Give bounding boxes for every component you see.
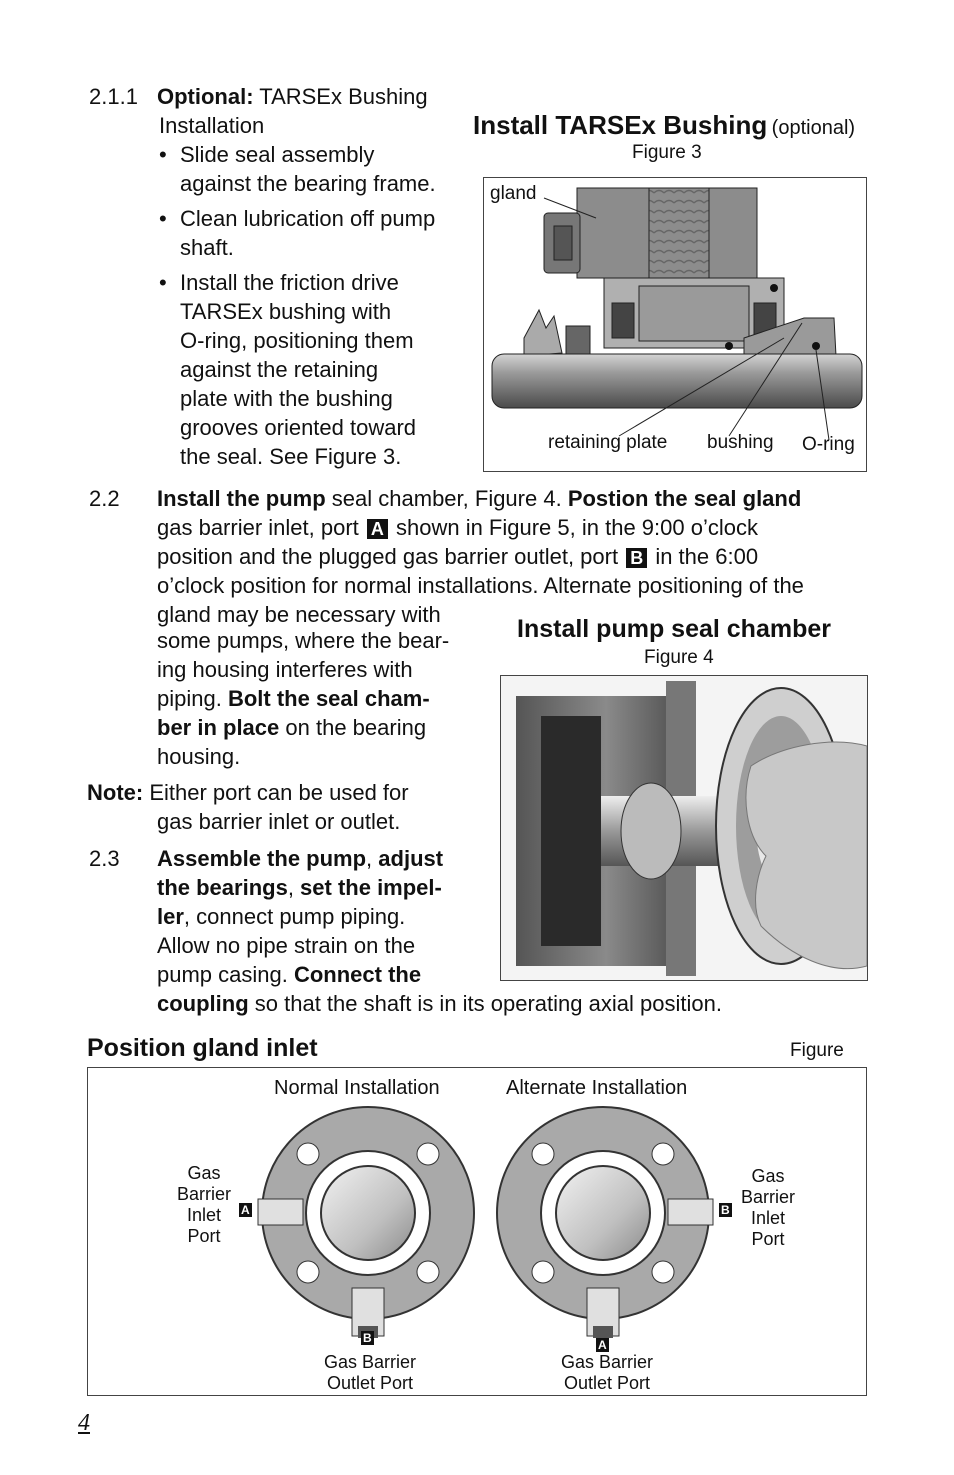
- figure-heading-text: Install TARSEx Bushing: [473, 110, 768, 140]
- list-item-line: Clean lubrication off pump: [180, 206, 436, 231]
- figure-5-diagram: [87, 1067, 867, 1396]
- note-block: Note: Either port can be used for gas barrier inlet or outlet.: [87, 780, 409, 834]
- list-item: • Slide seal assembly against the bearing frame.: [157, 140, 467, 198]
- list-item: • Clean lubrication off pump shaft.: [157, 204, 467, 262]
- badge-port-a-alternate-bottom: A: [598, 1338, 607, 1352]
- list-item-line: grooves oriented toward: [180, 415, 417, 440]
- list-item-line: Slide seal assembly: [180, 142, 375, 167]
- port-a-badge: A: [367, 519, 388, 539]
- list-item-line: against the retaining: [180, 357, 379, 382]
- alternate-installation-title: Alternate Installation: [506, 1077, 688, 1099]
- bullet-list: [157, 140, 467, 471]
- list-item-line: plate with the bushing: [180, 386, 393, 411]
- list-item-line: O-ring, positioning them: [180, 328, 414, 353]
- right-outlet-port-label: Gas Barrier Outlet Port: [560, 1352, 654, 1393]
- label-retaining-plate: retaining plate: [548, 432, 668, 453]
- label-gland: gland: [490, 183, 537, 204]
- section-number-2-3: 2.3: [89, 846, 120, 871]
- section-title-text: TARSEx Bushing: [259, 84, 428, 109]
- normal-installation-title: Normal Installation: [274, 1077, 440, 1099]
- figure-4-photo: [500, 675, 868, 981]
- figure-3-caption: Figure 3: [632, 142, 702, 163]
- list-item-line: the seal. See Figure 3.: [180, 444, 402, 469]
- alternate-flange: [497, 1107, 713, 1338]
- figure-5-caption: Figure: [790, 1040, 844, 1061]
- figure-4-heading: Install pump seal chamber: [517, 615, 831, 643]
- label-o-ring: O-ring: [802, 434, 855, 455]
- right-inlet-port-label: Gas Barrier Inlet Port: [740, 1166, 795, 1249]
- figure-3-heading: [473, 110, 855, 141]
- list-item-line: Install the friction drive: [180, 270, 399, 295]
- port-b-badge: B: [626, 548, 647, 568]
- left-inlet-port-label: Gas Barrier Inlet Port: [176, 1163, 231, 1246]
- page-number: 4: [78, 1410, 90, 1436]
- section-number-2-2: 2.2: [89, 486, 120, 511]
- figure-3-diagram: [483, 177, 867, 472]
- section-2-1-1-title: [157, 82, 428, 111]
- normal-flange: [258, 1107, 474, 1338]
- list-item-line: against the bearing frame.: [180, 171, 436, 196]
- list-item-line: shaft.: [180, 235, 234, 260]
- section-title-line2: Installation: [159, 113, 265, 138]
- figure-heading-note: (optional): [771, 117, 856, 139]
- figure-5-heading: Position gland inlet: [87, 1034, 318, 1062]
- section-2-3-text: Assemble the pump, adjust the bearings, set the impel- ler, connect pump piping. Allow no pipe strain on the pump casing. Connect the coupling so that the shaft is in its operating axial position.: [157, 846, 722, 1016]
- badge-port-b-alternate-side: B: [721, 1203, 730, 1217]
- pump-seal-chamber-photo: [501, 676, 867, 980]
- section-number-2-1-1: 2.1.1: [89, 84, 138, 109]
- figure-4-caption: Figure 4: [644, 647, 714, 668]
- list-item-line: TARSEx bushing with: [180, 299, 392, 324]
- label-bushing: bushing: [707, 432, 774, 453]
- left-outlet-port-label: Gas Barrier Outlet Port: [323, 1352, 417, 1393]
- optional-label: Optional:: [157, 84, 254, 109]
- list-item: • Install the friction drive TARSEx bushing with O-ring, positioning them against the retaining plate with the bushing grooves oriented toward the seal. See Figure 3.: [157, 268, 467, 471]
- badge-port-a-normal-side: A: [241, 1203, 250, 1217]
- note-label: Note:: [87, 780, 144, 805]
- seal-cross-section-drawing: [484, 178, 866, 471]
- badge-port-b-normal-bottom: B: [363, 1331, 372, 1345]
- section-2-2-text: Install the pump seal chamber, Figure 4. Postion the seal gland gas barrier inlet, port A shown in Figure 5, in the 9:00 o’clock position and the plugged gas barrier outlet, port B in the 6:00 o’clock position for normal installations. Alternate positioning of the gland may be necessary with some pumps, where the bear- ing housing interferes with piping. Bolt the seal cham- ber in place on the bearing housing.: [157, 486, 804, 769]
